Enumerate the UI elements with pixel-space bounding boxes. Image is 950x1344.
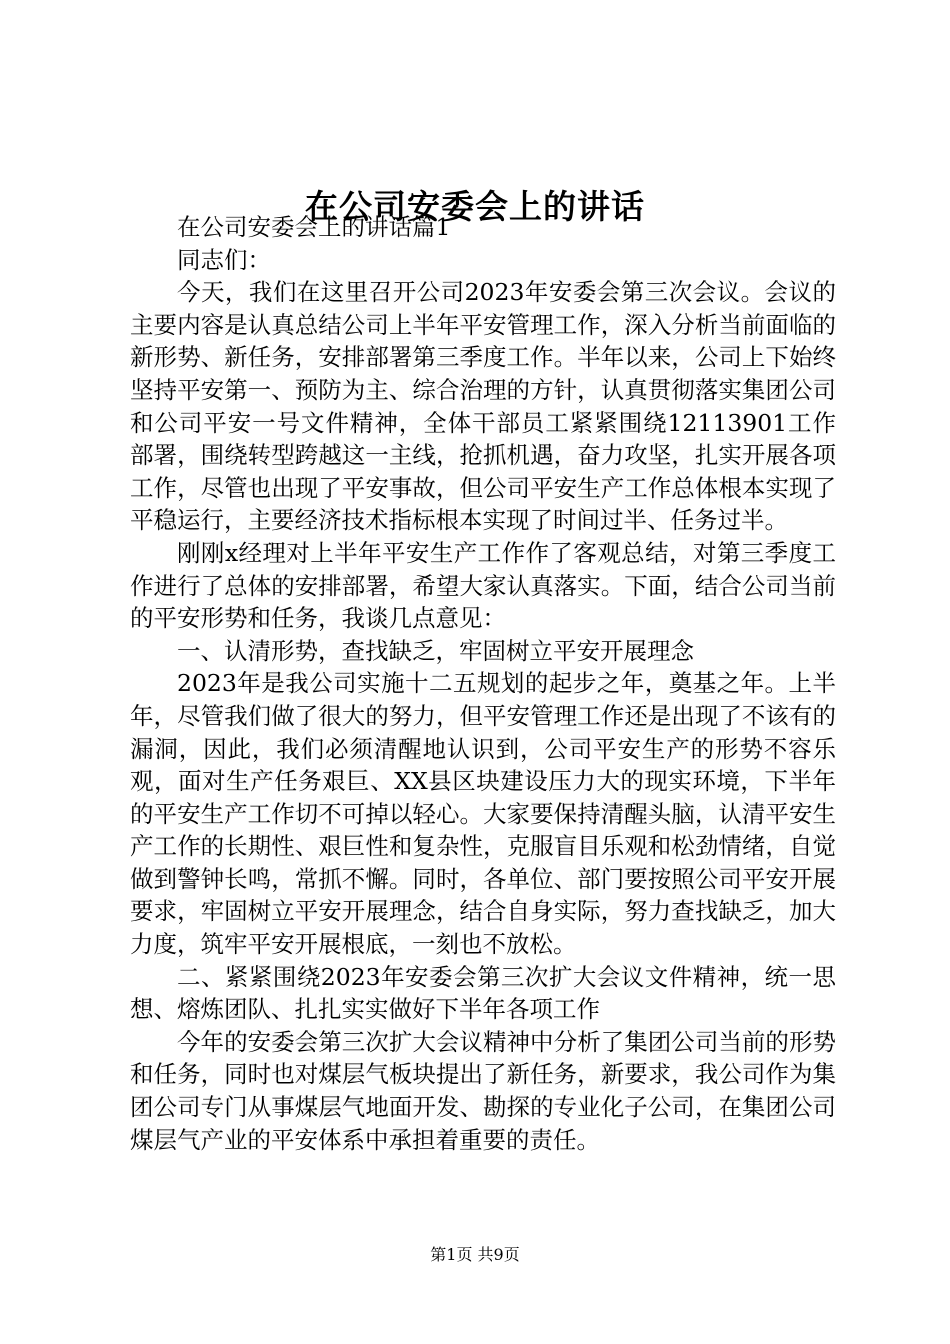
document-body [130,211,836,1156]
page-indicator: 第1页 共9页 [430,1245,520,1264]
paragraph-heading-one: 一、认清形势，查找缺乏，牢固树立平安开展理念 [177,636,694,665]
paragraph-heading-two: 二、紧紧围绕2023年安委会第三次扩大会议文件精神，统一思想、熔炼团队、扎扎实实做好下半年各项工作 [130,962,836,1024]
paragraph-salutation: 同志们： [177,245,271,274]
paragraph-summary: 刚刚x经理对上半年平安生产工作作了客观总结，对第三季度工作进行了总体的安排部署，希望大家认真落实。下面，结合公司当前的平安形势和任务，我谈几点意见： [130,538,836,633]
paragraph-situation: 2023年是我公司实施十二五规划的起步之年，奠基之年。上半年，尽管我们做了很大的努力，但平安管理工作还是出现了不该有的漏洞，因此，我们必须清醒地认识到，公司平安生产的形势不容乐观，面对生产任务艰巨、XX县区块建设压力大的现实环境，下半年的平安生产工作切不可掉以轻心。大家要保持清醒头脑，认清平安生产工作的长期性、艰巨性和复杂性，克服盲目乐观和松劲情绪，自觉做到警钟长鸣，常抓不懈。同时，各单位、部门要按照公司平安开展要求，牢固树立平安开展理念，结合自身实际，努力查找缺乏，加大力度，筑牢平安开展根底，一刻也不放松。 [130,669,836,959]
paragraph-opening: 今天，我们在这里召开公司2023年安委会第三次会议。会议的主要内容是认真总结公司上半年平安管理工作，深入分析当前面临的新形势、新任务，安排部署第三季度工作。半年以来，公司上下始终坚持平安第一、预防为主、综合治理的方针，认真贯彻落实集团公司和公司平安一号文件精神，全体干部员工紧紧围绕12113901工作部署，围绕转型跨越这一主线，抢抓机遇，奋力攻坚，扎实开展各项工作，尽管也出现了平安事故，但公司平安生产工作总体根本实现了平稳运行，主要经济技术指标根本实现了时间过半、任务过半。 [130,278,836,535]
paragraph-meeting-spirit: 今年的安委会第三次扩大会议精神中分析了集团公司当前的形势和任务，同时也对煤层气板块提出了新任务，新要求，我公司作为集团公司专门从事煤层气地面开发、勘探的专业化子公司，在集团公司煤层气产业的平安体系中承担着重要的责任。 [130,1027,836,1154]
document-title: 在公司安委会上的讲话 [305,187,645,226]
paragraph-section-heading: 在公司安委会上的讲话篇1 [177,213,451,241]
